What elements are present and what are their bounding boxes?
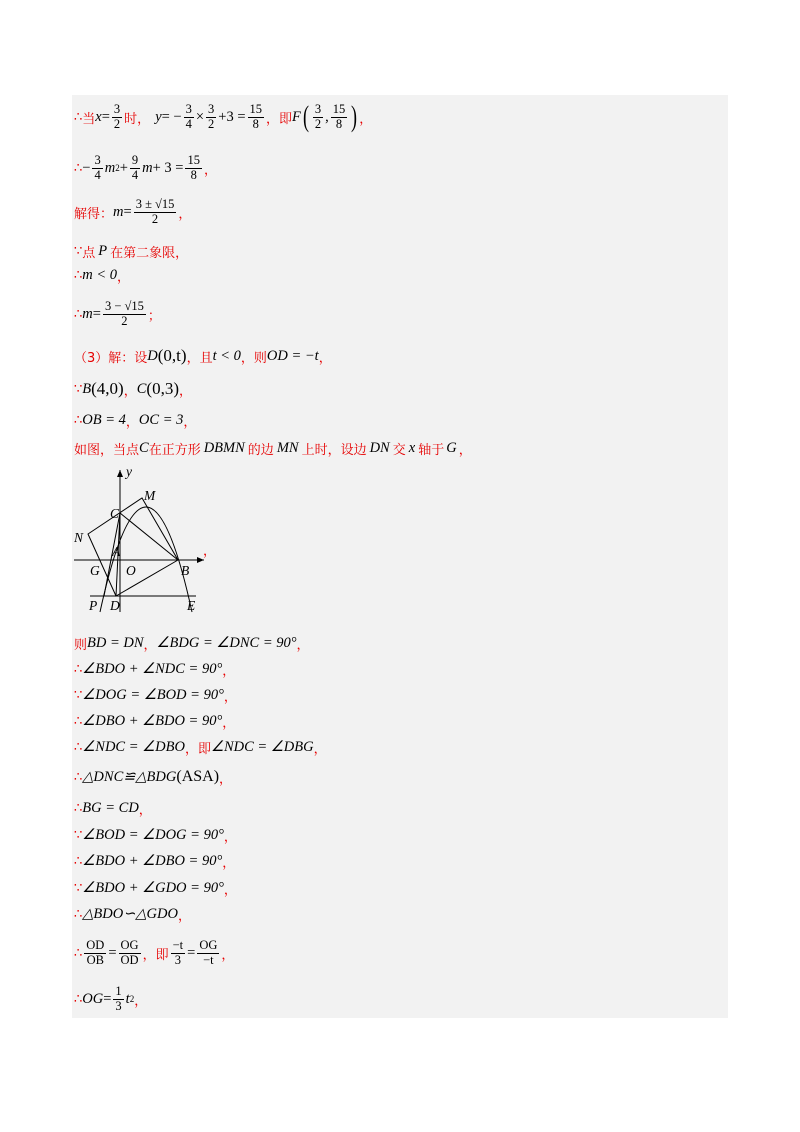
expression: ∠BDO + ∠DBO = 90° xyxy=(82,852,223,869)
numerator: OD xyxy=(86,937,105,952)
denominator: OD xyxy=(120,952,139,967)
label-A: A xyxy=(112,544,121,559)
fraction xyxy=(171,939,186,968)
op: +3 = xyxy=(218,108,246,125)
text: 点 xyxy=(82,245,96,261)
line-1 xyxy=(74,100,373,133)
fraction xyxy=(112,103,122,132)
expression: t < 0 xyxy=(212,347,241,364)
text: ， xyxy=(178,206,192,222)
because-symbol: ∵ xyxy=(74,687,83,703)
line-12 xyxy=(74,658,235,680)
therefore-symbol: ∴ xyxy=(74,739,83,755)
line-10 xyxy=(74,437,472,459)
therefore-symbol: ∴ xyxy=(74,853,83,869)
point-P: P xyxy=(98,242,108,259)
line-6 xyxy=(74,298,161,328)
text: （3）解：设 xyxy=(74,350,148,366)
var-x: x xyxy=(95,108,102,125)
point-D: D xyxy=(147,347,158,364)
label-N: N xyxy=(74,530,84,545)
var-x: x xyxy=(408,439,416,456)
denominator: 2 xyxy=(208,116,215,131)
text: ， xyxy=(223,689,237,705)
text: 则 xyxy=(74,637,88,653)
line-18 xyxy=(74,824,237,846)
text: ， xyxy=(123,383,137,399)
expression: BG = CD xyxy=(82,799,139,816)
numerator: 3 − √15 xyxy=(104,298,144,313)
line-3 xyxy=(74,196,192,226)
var-m: m xyxy=(142,159,153,176)
exponent: 2 xyxy=(129,994,135,1004)
text: ， xyxy=(222,855,236,871)
denominator: 3 xyxy=(174,952,181,967)
label-y: y xyxy=(126,464,132,479)
therefore-symbol: ∴ xyxy=(74,109,83,125)
line-17 xyxy=(74,797,152,819)
line-19 xyxy=(74,850,235,872)
numerator: 3 xyxy=(113,101,121,116)
expression: △DNC≌△BDG xyxy=(82,768,177,785)
op: + xyxy=(119,159,128,176)
text: 解得： xyxy=(74,206,114,222)
text: ， xyxy=(138,802,152,818)
text: 上时，设边 xyxy=(301,442,367,458)
therefore-symbol: ∴ xyxy=(74,906,83,922)
expression: ∠BDG = ∠DNC = 90° xyxy=(156,634,297,651)
op: , xyxy=(325,108,329,125)
fraction xyxy=(206,103,216,132)
numerator: 1 xyxy=(115,983,122,998)
text: ， xyxy=(221,947,235,963)
numerator: 15 xyxy=(332,101,346,116)
figure-comma xyxy=(203,538,216,560)
text: ，即 xyxy=(266,111,293,127)
label-G: G xyxy=(90,563,100,578)
line-4 xyxy=(74,240,188,262)
paren-open: ( xyxy=(302,100,309,133)
op: = xyxy=(108,944,117,961)
denominator: 2 xyxy=(314,116,322,131)
denominator: 8 xyxy=(190,167,197,182)
fraction xyxy=(134,198,177,227)
expression: ∠BOD = ∠DOG = 90° xyxy=(82,826,224,843)
line-7 xyxy=(74,345,332,367)
text: ， xyxy=(222,663,236,679)
point-F: F xyxy=(292,108,301,125)
expression: ∠NDC = ∠DBG xyxy=(210,738,314,755)
text: ， xyxy=(296,637,310,653)
text: ， xyxy=(223,829,237,845)
therefore-symbol: ∴ xyxy=(74,412,83,428)
text: ， xyxy=(318,350,332,366)
expression: △BDO∽△GDO xyxy=(82,905,178,922)
op: = xyxy=(103,990,112,1007)
point-C: C xyxy=(136,380,147,397)
var-y: y xyxy=(155,108,162,125)
label-M: M xyxy=(144,488,156,503)
line-15 xyxy=(74,736,327,758)
numerator: 3 xyxy=(94,152,101,167)
expression: ∠NDC = ∠DBO xyxy=(82,738,185,755)
line-23 xyxy=(74,983,148,1013)
op: = xyxy=(101,108,110,125)
segment-OG: OG xyxy=(82,990,104,1007)
expression: ∠DBO + ∠BDO = 90° xyxy=(82,712,223,729)
op: = − xyxy=(161,108,182,125)
therefore-symbol: ∴ xyxy=(74,306,83,322)
text: ， xyxy=(117,269,131,285)
denominator: 8 xyxy=(252,116,259,131)
coordinates: (4,0) xyxy=(91,379,124,398)
square-DBMN: DBMN xyxy=(203,439,245,456)
denominator: 4 xyxy=(185,116,192,131)
numerator: −t xyxy=(172,937,184,952)
text: ； xyxy=(147,308,161,324)
expression: OB = 4 xyxy=(82,411,126,428)
label-C: C xyxy=(110,506,120,521)
line-22 xyxy=(74,937,235,967)
text: ， xyxy=(219,771,233,787)
text: 的边 xyxy=(247,442,274,458)
text: ， xyxy=(125,414,139,430)
line-16 xyxy=(74,766,232,788)
text: ， xyxy=(313,741,327,757)
justification: (ASA) xyxy=(176,768,220,785)
text: 当 xyxy=(82,111,96,127)
numerator: OG xyxy=(120,937,139,952)
line-20 xyxy=(74,877,237,899)
line-2 xyxy=(74,152,217,182)
denominator: OB xyxy=(86,952,104,967)
text: ， xyxy=(183,414,197,430)
op: − xyxy=(82,159,91,176)
therefore-symbol: ∴ xyxy=(74,661,83,677)
coordinates: (0,3) xyxy=(146,379,179,398)
numerator: 9 xyxy=(131,152,139,167)
exponent: 2 xyxy=(115,163,120,173)
fraction xyxy=(119,939,141,968)
numerator: 15 xyxy=(187,152,200,167)
expression: BD = DN xyxy=(87,634,144,651)
therefore-symbol: ∴ xyxy=(74,800,83,816)
numerator: 3 xyxy=(208,101,215,116)
denominator: 4 xyxy=(131,167,139,182)
expression: OC = 3 xyxy=(138,411,184,428)
fraction xyxy=(130,154,140,183)
fraction xyxy=(248,103,265,132)
text: 如图，当点 xyxy=(74,442,140,458)
text: ， xyxy=(458,442,472,458)
text: ，即 xyxy=(142,947,169,963)
text: ，且 xyxy=(186,350,213,366)
text: ，即 xyxy=(184,741,211,757)
op: = xyxy=(123,203,132,220)
text: 在正方形 xyxy=(148,442,201,458)
fraction xyxy=(103,300,146,329)
op: + 3 = xyxy=(152,159,184,176)
expression: ∠BDO + ∠NDC = 90° xyxy=(82,660,223,677)
numerator: 3 ± √15 xyxy=(135,196,175,211)
therefore-symbol: ∴ xyxy=(74,945,83,961)
line-9 xyxy=(74,409,196,431)
fraction xyxy=(184,103,194,132)
fraction xyxy=(197,939,219,968)
therefore-symbol: ∴ xyxy=(74,160,83,176)
text: ， xyxy=(143,637,157,653)
therefore-symbol: ∴ xyxy=(74,713,83,729)
line-5 xyxy=(74,264,130,286)
op: = xyxy=(187,944,196,961)
line-14 xyxy=(74,710,235,732)
expression: m < 0 xyxy=(82,266,118,283)
text: ， xyxy=(134,993,148,1009)
denominator: 2 xyxy=(151,211,159,226)
line-13 xyxy=(74,684,237,706)
denominator: 4 xyxy=(94,167,101,182)
fraction xyxy=(185,154,202,183)
denominator: 2 xyxy=(121,313,128,328)
text: 轴于 xyxy=(418,442,445,458)
because-symbol: ∵ xyxy=(74,880,83,896)
segment-MN: MN xyxy=(276,439,299,456)
op: × xyxy=(195,108,205,125)
text: 交 xyxy=(392,442,406,458)
text: ， xyxy=(177,908,191,924)
numerator: OG xyxy=(199,937,218,952)
numerator: 15 xyxy=(249,101,263,116)
point-C: C xyxy=(139,439,149,456)
denominator: 2 xyxy=(113,116,121,131)
text: 在第二象限， xyxy=(110,245,189,261)
text: ， xyxy=(203,162,217,178)
numerator: 3 xyxy=(314,101,322,116)
line-21 xyxy=(74,903,191,925)
op: = xyxy=(92,305,101,322)
paren-close: ) xyxy=(351,100,358,133)
text: 时， xyxy=(124,111,151,127)
fraction xyxy=(84,939,106,968)
label-E: E xyxy=(187,598,196,613)
denominator: 8 xyxy=(335,116,343,131)
line-8 xyxy=(74,378,192,400)
coordinates: (0,t) xyxy=(157,346,187,365)
var-m: m xyxy=(104,159,116,176)
therefore-symbol: ∴ xyxy=(74,267,83,283)
therefore-symbol: ∴ xyxy=(74,991,83,1007)
fraction xyxy=(331,103,348,132)
because-symbol: ∵ xyxy=(74,827,83,843)
text: ， xyxy=(222,715,236,731)
text: ， xyxy=(223,882,237,898)
expression: OD = −t xyxy=(266,347,319,364)
point-G: G xyxy=(446,439,457,456)
label-B: B xyxy=(181,563,190,578)
square-DBMN xyxy=(88,498,178,596)
therefore-symbol: ∴ xyxy=(74,769,83,785)
label-D: D xyxy=(110,598,120,613)
point-B: B xyxy=(82,380,92,397)
line-11 xyxy=(74,632,310,654)
because-symbol: ∵ xyxy=(74,381,83,397)
fraction xyxy=(92,154,102,183)
text: ， xyxy=(178,383,192,399)
segment-DN: DN xyxy=(369,439,390,456)
text: ， xyxy=(359,111,373,127)
numerator: 3 xyxy=(185,101,192,116)
fraction xyxy=(313,103,323,132)
label-O: O xyxy=(126,563,136,578)
denominator: 3 xyxy=(115,998,122,1013)
text: ， xyxy=(203,543,217,559)
expression: ∠BDO + ∠GDO = 90° xyxy=(82,879,224,896)
var-t: t xyxy=(125,990,130,1007)
denominator: −t xyxy=(203,952,214,967)
y-axis-arrow xyxy=(117,470,123,477)
expression: ∠DOG = ∠BOD = 90° xyxy=(82,686,224,703)
text: ，则 xyxy=(240,350,267,366)
segment-CB xyxy=(120,513,178,560)
because-symbol: ∵ xyxy=(74,243,83,259)
var-m: m xyxy=(113,203,124,220)
fraction xyxy=(113,985,123,1014)
label-P: P xyxy=(89,598,98,613)
var-m: m xyxy=(82,305,93,322)
